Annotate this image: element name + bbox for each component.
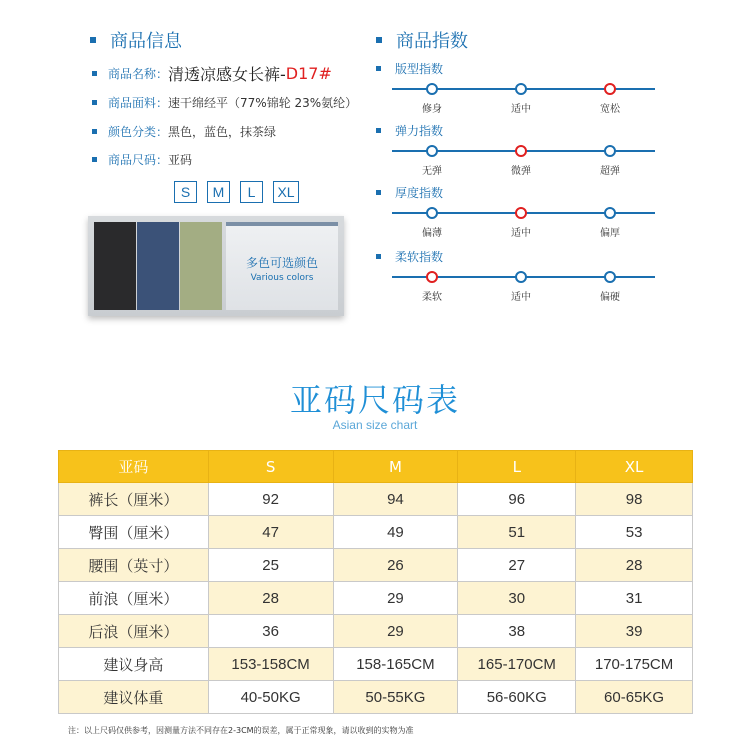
swatch-caption-panel: [226, 222, 338, 310]
product-name-row: [92, 62, 332, 85]
bullet-square-icon: [376, 254, 381, 259]
table-cell: 56-60KG: [458, 681, 576, 714]
table-cell: 30: [458, 582, 576, 615]
index-level-label: 柔软: [422, 292, 442, 303]
table-cell: 29: [333, 582, 458, 615]
table-row: [59, 681, 693, 714]
bullet-square-icon: [92, 100, 97, 105]
table-cell: 28: [576, 549, 693, 582]
row-label: 建议身高: [59, 648, 209, 681]
table-cell: 27: [458, 549, 576, 582]
fabric-value: 速干绵经平（77%锦轮 23%氨纶）: [168, 96, 358, 110]
size-chart-title: 亚码尺码表: [289, 381, 460, 419]
index-level-label: 宽松: [600, 104, 620, 115]
index-title: [376, 184, 443, 201]
index-marker: [515, 83, 527, 95]
table-cell: 50-55KG: [333, 681, 458, 714]
index-marker: [604, 145, 616, 157]
swatch-black: [94, 222, 136, 310]
table-cell: 92: [208, 483, 333, 516]
header-cell: M: [333, 451, 458, 483]
index-marker: [515, 271, 527, 283]
table-row: [59, 615, 693, 648]
table-cell: 98: [576, 483, 693, 516]
index-name: 弹力指数: [395, 124, 444, 138]
color-label: 颜色分类：: [108, 125, 169, 139]
size-option-l: L: [240, 181, 263, 203]
index-marker-selected: [515, 145, 527, 157]
table-cell: 29: [333, 615, 458, 648]
table-cell: 25: [208, 549, 333, 582]
table-cell: 26: [333, 549, 458, 582]
size-chart-header-row: [59, 451, 693, 483]
table-row: [59, 483, 693, 516]
table-cell: 153-158CM: [208, 648, 333, 681]
product-index-title: 商品指数: [396, 31, 468, 52]
table-cell: 165-170CM: [458, 648, 576, 681]
index-name: 版型指数: [395, 62, 444, 76]
row-label: 臀围（厘米）: [59, 516, 209, 549]
table-cell: 31: [576, 582, 693, 615]
index-name: 厚度指数: [395, 186, 444, 200]
swatch-caption-en: Various colors: [250, 273, 314, 283]
bullet-square-icon: [92, 157, 97, 162]
index-level-label: 偏硬: [600, 292, 620, 303]
color-row: [92, 123, 276, 140]
header-cell: XL: [576, 451, 693, 483]
size-chart-table: [58, 450, 693, 714]
size-value: 亚码: [168, 153, 193, 167]
table-cell: 40-50KG: [208, 681, 333, 714]
index-level-label: 适中: [511, 228, 531, 239]
size-option-xl: XL: [273, 181, 299, 203]
product-info-title: 商品信息: [110, 31, 182, 52]
row-label: 腰围（英寸）: [59, 549, 209, 582]
index-level-label: 修身: [422, 104, 442, 115]
size-options: [174, 181, 299, 203]
size-option-s: S: [174, 181, 197, 203]
index-level-label: 微弹: [511, 166, 531, 177]
table-cell: 38: [458, 615, 576, 648]
bullet-square-icon: [376, 190, 381, 195]
index-marker: [604, 271, 616, 283]
product-code: D17#: [285, 64, 332, 83]
index-title: [376, 248, 443, 265]
index-marker: [426, 145, 438, 157]
bullet-square-icon: [376, 66, 381, 71]
product-name-label: 商品名称：: [108, 67, 169, 81]
table-row: [59, 549, 693, 582]
index-name: 柔软指数: [395, 250, 444, 264]
fabric-row: [92, 94, 357, 111]
index-title: [376, 60, 443, 77]
color-value: 黑色，蓝色，抹茶绿: [168, 125, 277, 139]
table-cell: 53: [576, 516, 693, 549]
index-marker: [426, 207, 438, 219]
index-level-label: 偏厚: [600, 228, 620, 239]
row-label: 裤长（厘米）: [59, 483, 209, 516]
table-cell: 170-175CM: [576, 648, 693, 681]
table-cell: 49: [333, 516, 458, 549]
size-option-m: M: [207, 181, 230, 203]
header-cell: 亚码: [59, 451, 209, 483]
index-marker-selected: [426, 271, 438, 283]
size-row: [92, 151, 192, 168]
header-cell: L: [458, 451, 576, 483]
swatch-blue: [137, 222, 179, 310]
product-index-heading: [376, 27, 468, 53]
header-cell: S: [208, 451, 333, 483]
color-swatch-card: [88, 216, 344, 316]
index-marker: [604, 207, 616, 219]
index-marker: [426, 83, 438, 95]
index-title: [376, 122, 443, 139]
index-marker-selected: [515, 207, 527, 219]
size-chart-note: 注：以上尺码仅供参考，因测量方法不同存在2-3CM的误差，属于正常现象，请以收到的实物为准: [68, 726, 414, 735]
table-row: [59, 516, 693, 549]
index-marker-selected: [604, 83, 616, 95]
index-level-label: 超弹: [600, 166, 620, 177]
swatch-caption-cn: 多色可选颜色: [245, 256, 318, 270]
row-label: 后浪（厘米）: [59, 615, 209, 648]
swatch-green: [180, 222, 222, 310]
table-cell: 47: [208, 516, 333, 549]
table-cell: 60-65KG: [576, 681, 693, 714]
table-row: [59, 648, 693, 681]
product-name-value: 清透凉感女长裤-: [168, 65, 286, 84]
row-label: 前浪（厘米）: [59, 582, 209, 615]
bullet-square-icon: [92, 129, 97, 134]
table-cell: 36: [208, 615, 333, 648]
index-level-label: 无弹: [422, 166, 442, 177]
index-level-label: 适中: [511, 292, 531, 303]
fabric-label: 商品面料：: [108, 96, 169, 110]
size-chart-subtitle: Asian size chart: [332, 418, 418, 432]
product-info-heading: [90, 27, 182, 53]
bullet-square-icon: [376, 37, 382, 43]
row-label: 建议体重: [59, 681, 209, 714]
bullet-square-icon: [92, 71, 97, 76]
table-row: [59, 582, 693, 615]
bullet-square-icon: [376, 128, 381, 133]
size-label: 商品尺码：: [108, 153, 169, 167]
table-cell: 158-165CM: [333, 648, 458, 681]
table-cell: 96: [458, 483, 576, 516]
table-cell: 39: [576, 615, 693, 648]
bullet-square-icon: [90, 37, 96, 43]
table-cell: 94: [333, 483, 458, 516]
index-level-label: 偏薄: [422, 228, 442, 239]
table-cell: 51: [458, 516, 576, 549]
table-cell: 28: [208, 582, 333, 615]
index-level-label: 适中: [511, 104, 531, 115]
